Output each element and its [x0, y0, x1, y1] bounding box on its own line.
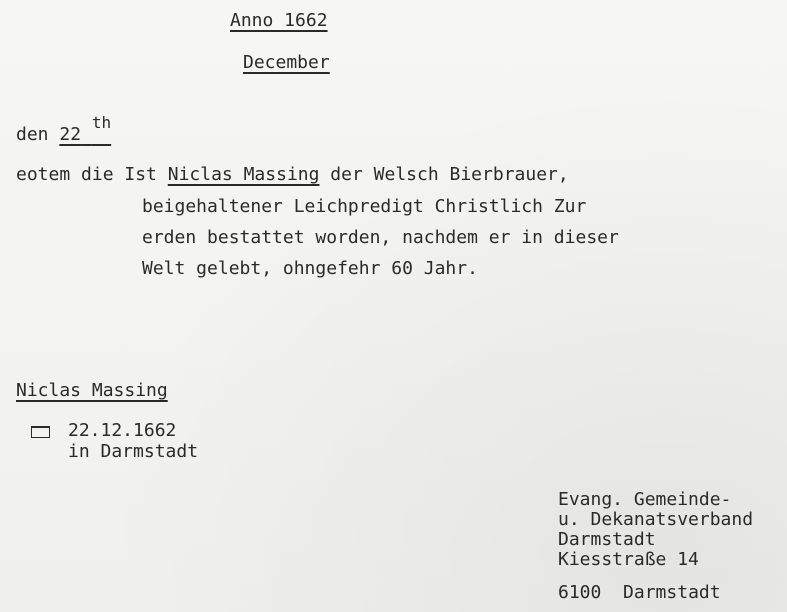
entry-line-1-end: der Welsch Bierbrauer,: [330, 164, 569, 185]
date-prefix: den: [16, 124, 49, 145]
stamp-line-1: Evang. Gemeinde-: [558, 489, 732, 510]
entry-line-2: beigehaltener Leichpredigt Christlich Zur: [142, 196, 587, 217]
coffin-icon: [31, 426, 50, 438]
stamp-city: Darmstadt: [623, 582, 721, 603]
summary-date: 22.12.1662: [68, 420, 177, 441]
year-heading: Anno 1662: [230, 10, 328, 31]
entry-line-1: [16, 166, 569, 184]
stamp-line-5: [558, 584, 721, 602]
stamp-line-2: u. Dekanatsverband: [558, 509, 754, 530]
entry-line-3: erden bestattet worden, nachdem er in dieser: [142, 227, 619, 248]
stamp-line-3: Darmstadt: [558, 529, 656, 550]
stamp-zip: 6100: [558, 582, 602, 603]
stamp-line-4: Kiesstraße 14: [558, 549, 699, 570]
entry-line-1-start: eotem die Ist: [16, 164, 157, 185]
date-day: 22 th: [59, 113, 112, 145]
date-suffix: th: [91, 113, 112, 132]
month-heading: December: [243, 52, 330, 73]
summary-name: Niclas Massing: [16, 380, 168, 401]
entry-person-name: Niclas Massing: [167, 164, 320, 185]
entry-line-4: Welt gelebt, ohngefehr 60 Jahr.: [142, 258, 478, 279]
summary-place: in Darmstadt: [68, 441, 199, 462]
entry-date: [16, 113, 112, 145]
